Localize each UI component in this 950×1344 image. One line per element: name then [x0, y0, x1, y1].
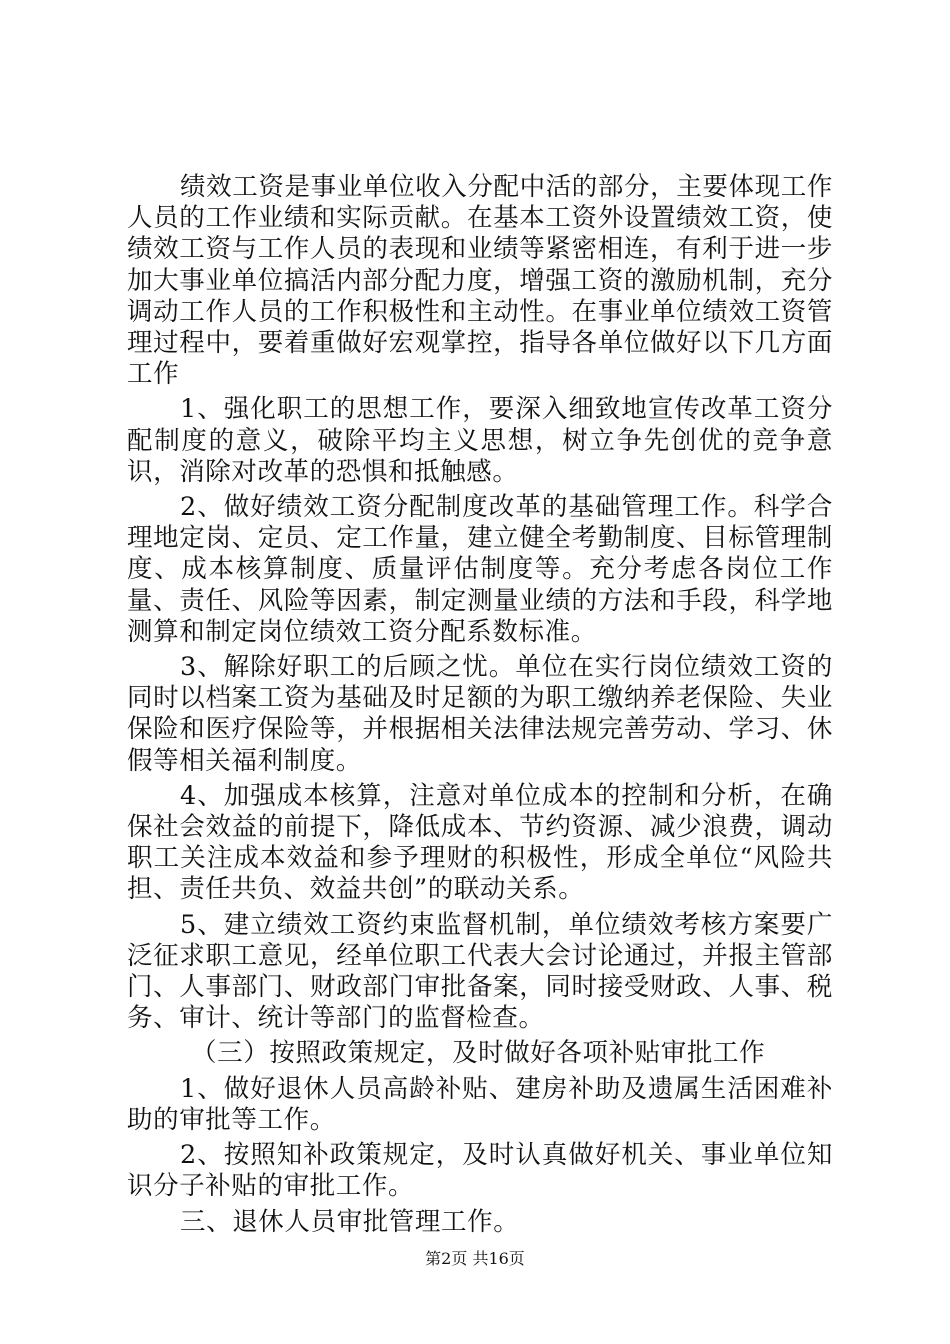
- paragraph-intro: 绩效工资是事业单位收入分配中活的部分，主要体现工作人员的工作业绩和实际贡献。在基本工资外设置绩效工资，使绩效工资与工作人员的表现和业绩等紧密相连，有利于进一步加大事业单位搞活内部分配力度，增强工资的激励机制，充分调动工作人员的工作积极性和主动性。在事业单位绩效工资管理过程中，要着重做好宏观掌控，指导各单位做好以下几方面工作: [127, 172, 833, 390]
- paragraph-item-5: 5、建立绩效工资约束监督机制，单位绩效考核方案要广泛征求职工意见，经单位职工代表大会讨论通过，并报主管部门、人事部门、财政部门审批备案，同时接受财政、人事、税务、审计、统计等部门的监督检查。: [127, 909, 833, 1034]
- document-body: [127, 172, 833, 1242]
- paragraph-item-3: 3、解除好职工的后顾之忧。单位在实行岗位绩效工资的同时以档案工资为基础及时足额的为职工缴纳养老保险、失业保险和医疗保险等，并根据相关法律法规完善劳动、学习、休假等相关福利制度。: [127, 652, 833, 776]
- paragraph-item-1: 1、强化职工的思想工作，要深入细致地宣传改革工资分配制度的意义，破除平均主义思想，树立争先创优的竞争意识，消除对改革的恐惧和抵触感。: [127, 394, 833, 487]
- paragraph-subsidy-1: 1、做好退休人员高龄补贴、建房补助及遗属生活困难补助的审批等工作。: [127, 1073, 833, 1135]
- paragraph-subsidy-2: 2、按照知补政策规定，及时认真做好机关、事业单位知识分子补贴的审批工作。: [127, 1140, 833, 1202]
- section-heading-3: （三）按照政策规定，及时做好各项补贴审批工作: [191, 1038, 766, 1069]
- paragraph-item-4: 4、加强成本核算，注意对单位成本的控制和分析，在确保社会效益的前提下，降低成本、节约资源、减少浪费，调动职工关注成本效益和参予理财的积极性，形成全单位“风险共担、责任共负、效益共创”的联动关系。: [127, 780, 833, 905]
- section-heading-retirement: 三、退休人员审批管理工作。: [180, 1206, 520, 1237]
- paragraph-item-2: 2、做好绩效工资分配制度改革的基础管理工作。科学合理地定岗、定员、定工作量，建立健全考勤制度、目标管理制度、成本核算制度、质量评估制度等。充分考虑各岗位工作量、责任、风险等因素，制定测量业绩的方法和手段，科学地测算和制定岗位绩效工资分配系数标准。: [127, 492, 833, 647]
- page-number-footer: 第2页 共16页: [425, 1249, 525, 1268]
